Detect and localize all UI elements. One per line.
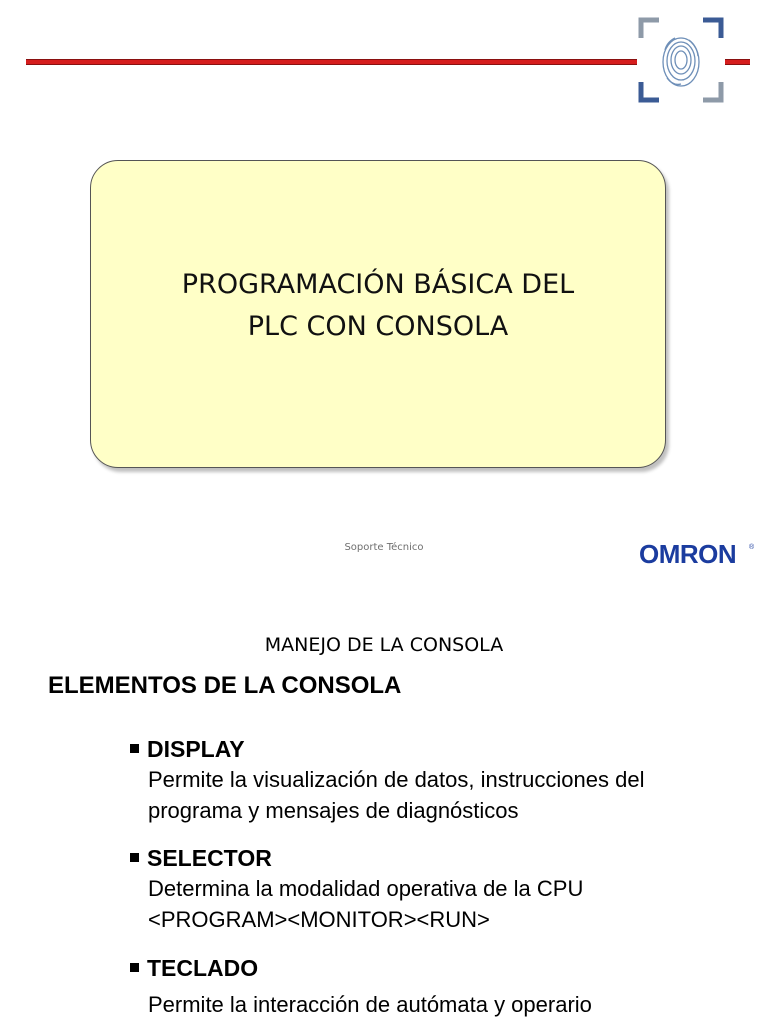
square-bullet-icon [130, 853, 139, 862]
item-description: Permite la visualización de datos, instrucciones del programa y mensajes de diagnósticos [148, 767, 645, 823]
registered-mark: ® [749, 544, 755, 551]
section-heading: ELEMENTOS DE LA CONSOLA [48, 672, 402, 699]
fingerprint-logo [637, 16, 725, 104]
item-description: Permite la interacción de autómata y operario [148, 992, 592, 1017]
fingerprint-icon [637, 16, 725, 104]
square-bullet-icon [130, 963, 139, 972]
slide-title: PROGRAMACIÓN BÁSICA DEL PLC CON CONSOLA [181, 269, 575, 342]
item-title: DISPLAY [147, 736, 245, 762]
item-description: Determina la modalidad operativa de la CPU <PROGRAM><MONITOR><RUN> [148, 876, 584, 932]
item-title: SELECTOR [147, 845, 272, 871]
support-label: Soporte Técnico [344, 542, 424, 553]
list-item-selector [130, 843, 750, 935]
item-title: TECLADO [147, 955, 259, 981]
square-bullet-icon [130, 744, 139, 753]
list-item-teclado [130, 953, 750, 1020]
section-title: MANEJO DE LA CONSOLA [264, 634, 504, 656]
brand-logo: OMRON [639, 539, 737, 569]
title-card [90, 160, 666, 468]
list-item-display [130, 734, 750, 826]
